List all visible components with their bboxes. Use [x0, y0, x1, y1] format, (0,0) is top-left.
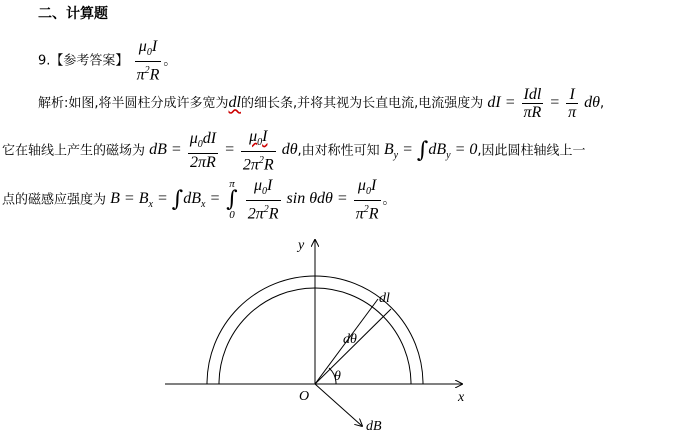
- solution-line1-prefix: 解析:如图,将半圆柱分成许多宽为: [38, 96, 229, 112]
- answer-label: 【参考答案】: [50, 53, 129, 69]
- solution-line2-mid: ,由对称性可知: [297, 143, 380, 159]
- solution-line1-formula: dI = $\frac{\text{Idl}}{\pi R}$ = $\frac{I}{\pi}$ dθ: [487, 86, 600, 121]
- section-title: 二、计算题: [38, 6, 108, 22]
- label-x: x: [458, 390, 465, 405]
- solution-line1-end: ,: [599, 96, 605, 112]
- label-dtheta: dθ: [343, 332, 357, 347]
- solution-line1-mid: 的细长条,并将其视为长直电流,电流强度为: [240, 96, 484, 112]
- solution-line1-dl: dl: [228, 94, 241, 112]
- label-db: dB: [366, 419, 382, 434]
- solution-line3-end: 。: [382, 192, 396, 208]
- solution-line2-formula2: $B_y = \int dB_y = 0$: [383, 138, 478, 164]
- solution-line2-prefix: 它在轴线上产生的磁场为: [2, 143, 146, 159]
- db-vector: [315, 384, 362, 426]
- label-theta: θ: [334, 369, 341, 384]
- solution-line2-formula: dB = $\frac{\mu_0dI}{2\pi R}$ = $\frac{\mu_0I}{2\pi^2R}$ dθ: [149, 128, 298, 174]
- solution-line3-prefix: 点的磁感应强度为: [2, 192, 107, 208]
- label-y: y: [298, 238, 305, 253]
- label-dl: dl: [379, 291, 390, 306]
- solution-line3-formula: $B = B_x = \int dB_x$ = π ∫ 0 $\frac{\mu_0I}{2\pi^2R}$ sin θdθ = $\frac{\mu_0I}{\pi^2R}$: [110, 177, 379, 223]
- question-number: 9.: [38, 53, 51, 69]
- answer-end-mark: 。: [163, 53, 177, 69]
- answer-formula: $\frac{\mu_0I}{\pi^2R}$: [136, 38, 160, 84]
- label-o: O: [299, 389, 310, 404]
- solution-line2-end: ,因此圆柱轴线上一: [477, 143, 586, 159]
